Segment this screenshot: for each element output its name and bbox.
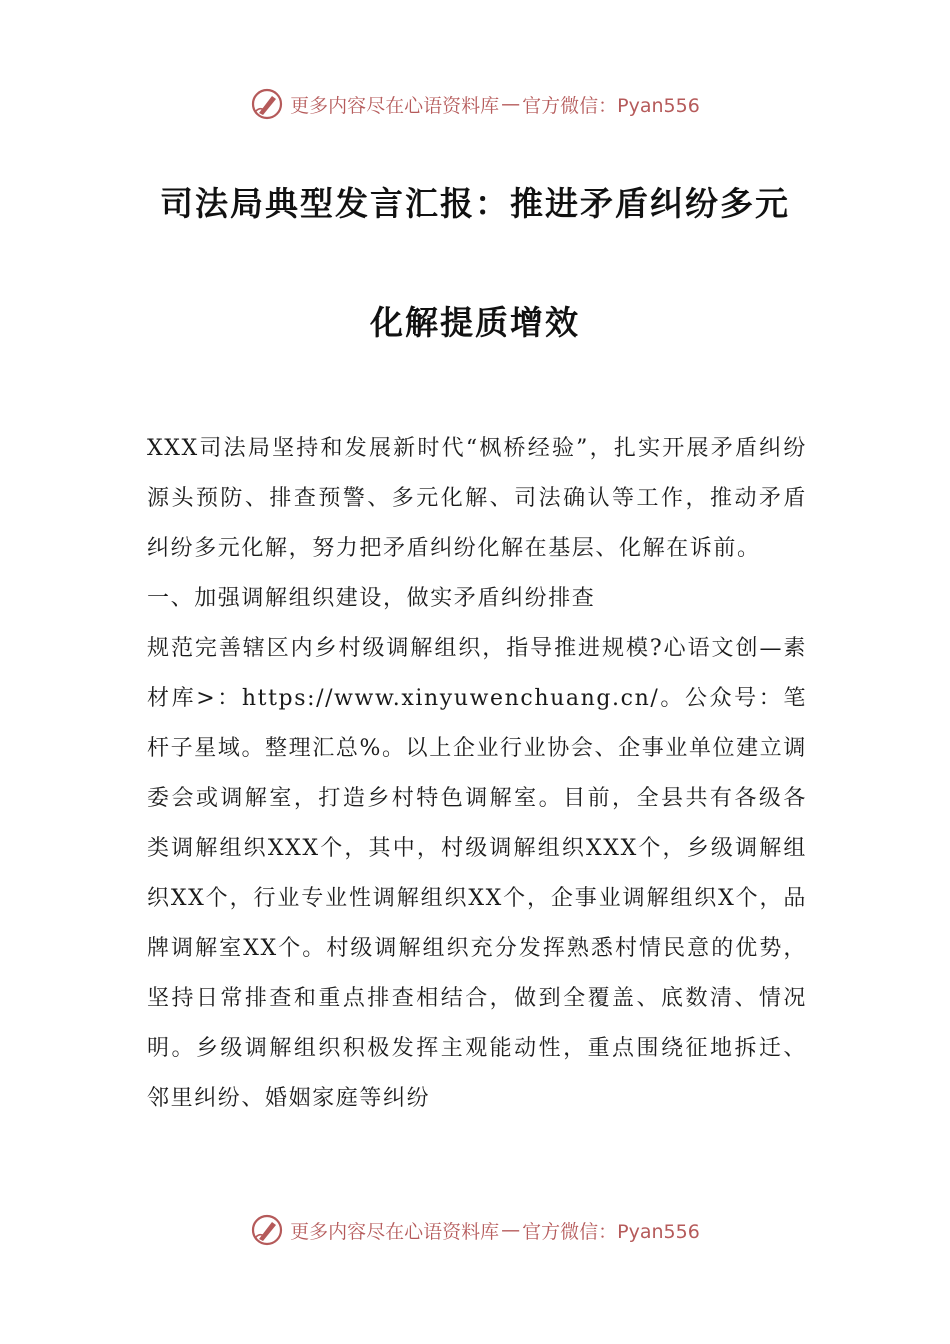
intro-paragraph: XXX司法局坚持和发展新时代“枫桥经验”，扎实开展矛盾纠纷源头预防、排查预警、多元化解、司法确认等工作，推动矛盾纠纷多元化解，努力把矛盾纠纷化解在基层、化解在诉前。 [147,436,807,561]
footer-watermark-banner [0,1210,950,1250]
banner-suffix: 官方微信：Pyan556 [522,94,700,117]
document-title-line-2: 化解提质增效 [370,303,580,342]
section-heading-1: 一、加强调解组织建设，做实矛盾纠纷排查 [147,586,596,611]
header-watermark-banner [0,84,950,124]
pen-nib-circle-icon [250,1213,284,1247]
section-paragraph-1: 规范完善辖区内乡村级调解组织，指导推进规模?心语文创—素材库>：https://www.xinyuwenchuang.cn/。公众号：笔杆子星域。整理汇总%。以上企业行业协会、企事业单位建立调委会或调解室，打造乡村特色调解室。目前，全县共有各级各类调解组织XXX个，其中，村级调解组织XXX个，乡级调解组织XX个，行业专业性调解组织XX个，企事业调解组织X个，品牌调解室XX个。村级调解组织充分发挥熟悉村情民意的优势，坚持日常排查和重点排查相结合，做到全覆盖、底数清、情况明。乡级调解组织积极发挥主观能动性，重点围绕征地拆迁、邻里纠纷、婚姻家庭等纠纷 [147,636,807,1111]
document-title-line-1: 司法局典型发言汇报：推进矛盾纠纷多元 [160,184,790,223]
pen-nib-circle-icon [250,87,284,121]
banner-suffix: 官方微信：Pyan556 [522,1220,700,1243]
banner-separator: — [501,93,521,115]
banner-separator: — [501,1219,521,1241]
banner-text: 更多内容尽在心语资料库 [290,1220,500,1243]
banner-text: 更多内容尽在心语资料库 [290,94,500,117]
document-body [147,424,807,1124]
